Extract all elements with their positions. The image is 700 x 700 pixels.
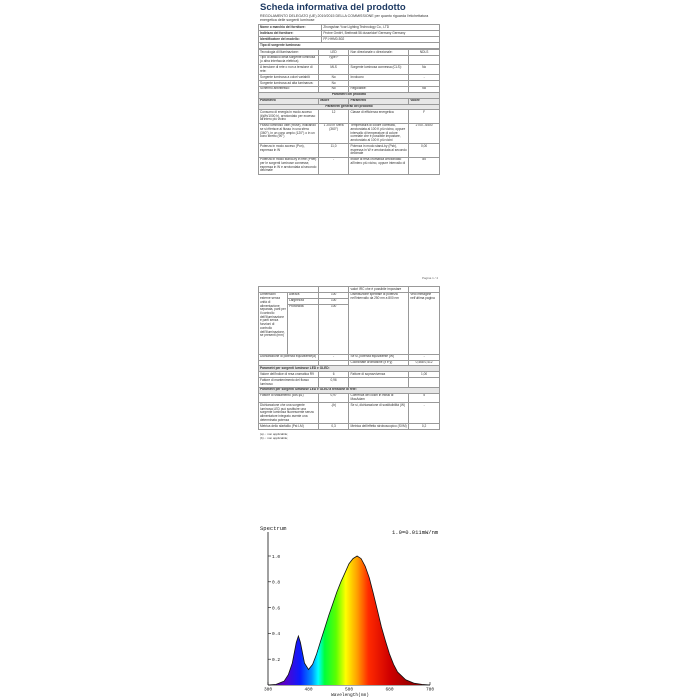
spectral-value: Vedi immagine nell'ultima pagina xyxy=(409,292,440,354)
table-cell: Flusso luminoso utile (Φuse), indicando se si riferisce al flusso in una sfera (360°), in un cono ampio (120°) o in un cono stretto (90°) xyxy=(259,123,319,144)
table-cell: Potenza in modo acceso (Pon), espressa in W xyxy=(259,144,319,157)
document-page-2 xyxy=(258,286,440,500)
table-cell: MLS xyxy=(318,65,349,75)
table-cell xyxy=(409,55,440,65)
characteristics-table xyxy=(258,49,440,175)
table-cell: Potenza in modo stand-by in rete (Pnet) per le sorgenti luminose connesse, espressa in W e arrotondata al secondo decimale xyxy=(260,157,317,173)
table-cell: 5 xyxy=(409,393,440,403)
table-cell: 1 200 in Sfera (360°) xyxy=(318,123,349,144)
table-cell: valori IRC che è possibile impostare xyxy=(349,287,409,293)
table-row xyxy=(259,157,440,174)
table-cell xyxy=(349,378,409,388)
dimensions-row xyxy=(259,292,440,298)
table-cell: 11,0 xyxy=(318,144,349,157)
table-cell: Fattore di sopravvivenza xyxy=(349,372,409,378)
x-tick-label: 680 xyxy=(385,687,394,693)
footnote-b: (b) -: non applicabile; xyxy=(260,435,289,440)
table-cell: Type F xyxy=(318,55,349,65)
table-cell: 0,2 xyxy=(409,424,440,430)
table-row xyxy=(259,144,440,157)
col-param-1: Parametro xyxy=(259,98,319,104)
table-cell: Se sì, dichiarazione di sostituibilità (W) xyxy=(349,403,409,424)
spectral-label: Distribuzione spettrale di potenza nell'intervallo da 250 nm a 800 nm xyxy=(349,292,409,354)
dim-depth-value: 100 xyxy=(318,304,349,354)
col-value-1: Valore xyxy=(318,98,349,104)
table-cell: Se sì, potenza equivalente (W) xyxy=(349,354,409,360)
table-cell: NDLS xyxy=(409,49,440,55)
y-tick-label: 1.0 xyxy=(272,554,281,560)
table-cell: 0,97 xyxy=(318,393,349,403)
table-row xyxy=(259,110,440,123)
table-row xyxy=(259,403,440,424)
table-cell: 6 xyxy=(318,372,349,378)
table-row xyxy=(259,65,440,75)
table-cell: 12 xyxy=(318,110,349,123)
table-cell: 0,00 xyxy=(409,144,440,157)
table-row xyxy=(259,55,440,65)
chart-annotation: 1.0=0.011mW/nm xyxy=(392,529,439,536)
table-cell: Schermo antiriflesso: xyxy=(259,86,319,92)
source-type-label: Tipo di sorgente luminosa: xyxy=(259,43,440,49)
address-value: Protne GmbH, Breitmatt 56 dusseldorf Germany Germany xyxy=(322,31,440,37)
table-cell: - xyxy=(409,403,440,424)
table-cell: 0,3 xyxy=(318,424,349,430)
model-label: Identificatore del modello: xyxy=(259,37,322,43)
y-tick-label: 0.2 xyxy=(272,658,281,663)
x-tick-label: 480 xyxy=(304,687,313,693)
table-cell: Metrica dell'effetto stroboscopico (SVM) xyxy=(349,424,409,430)
page-title: Scheda informativa del prodotto xyxy=(260,2,406,13)
table-cell: - xyxy=(409,75,440,81)
supplier-value: Zhongshan Ycar Lighting Technology Co., LTD xyxy=(322,25,440,31)
table-cell: Temperatura di colore correlata, arrotondata al 100 K più vicino, oppure intervallo di temperature di colore correlate che è possibile impostare, arrotondato al 100 K più vicini xyxy=(349,123,409,144)
dim-depth-label: Profondità xyxy=(287,304,318,354)
table-cell: - xyxy=(318,157,349,174)
table-cell: Tipo di attacco della sorgente luminosa (o altra interfaccia elettrica) xyxy=(259,55,319,65)
table-cell: 0,468 0,412 xyxy=(409,360,440,366)
dim-height-value: 100 xyxy=(318,292,349,298)
table-cell: Coerenza dei colori in ellissi di MacAdam xyxy=(349,393,409,403)
table-cell: 85 xyxy=(409,157,440,174)
supplier-label: Nome o marchio del fornitore: xyxy=(259,25,322,31)
document-page-1 xyxy=(258,0,440,282)
table-cell: Dichiarazione che una sorgente luminosa LED può sostituire una sorgente luminosa fluorescente senza alimentatore integrato avente una determinata potenza xyxy=(259,403,319,424)
regulation-intro: REGOLAMENTO DELEGATO (UE) 2019/2015 DELLA COMMISSIONE per quanto riguarda l'etichettatura energetica delle sorgenti luminose xyxy=(260,14,429,23)
general-header: Parametri generali del prodotto xyxy=(259,104,440,110)
table-cell: Tecnologia di illuminazione: xyxy=(259,49,319,55)
dim-width-value: 100 xyxy=(318,298,349,304)
spectrum-chart xyxy=(258,522,440,697)
table-cell xyxy=(409,378,440,388)
y-tick-label: 0.8 xyxy=(272,580,281,586)
params-header: Parametri del prodotto xyxy=(259,92,440,98)
table-cell: - xyxy=(318,354,349,360)
table-cell: No xyxy=(318,86,349,92)
table-cell: - xyxy=(409,354,440,360)
page-number: Pagina 1 / 4 xyxy=(421,276,438,280)
table-cell xyxy=(349,55,409,65)
table-cell: A tensione di rete o non a tensione di rete: xyxy=(259,65,319,75)
table-cell: No xyxy=(318,75,349,81)
y-tick-label: 0.4 xyxy=(272,632,281,638)
table-cell: Consumo di energia in modo acceso (kWh/1000 h), arrotondato per eccesso all'intero più vicino xyxy=(259,110,319,123)
table-cell: Valore dell'indice di resa cromatica R9 xyxy=(259,372,319,378)
table-cell: Non direzionale o direzionale: xyxy=(349,49,409,55)
table-cell: Involucro: xyxy=(349,75,409,81)
dim-width-label: Larghezza xyxy=(287,298,318,304)
params-table-continued xyxy=(258,286,440,430)
dim-height-label: Altezza xyxy=(287,292,318,298)
table-cell: Metrica dello sfarfallio (Pst LM) xyxy=(259,424,319,430)
x-tick-label: 380 xyxy=(263,687,273,693)
x-tick-label: 580 xyxy=(344,687,354,693)
address-label: Indirizzo del fornitore: xyxy=(259,31,322,37)
table-cell: 0,96 xyxy=(318,378,349,388)
table-cell: F xyxy=(409,110,440,123)
dimensions-label: Dimensioni esterne senza unità di alimentazione separata, parti per il controllo dell'illuminazione e parti senza funzioni di controllo dell'illuminazione, se presenti (mm) xyxy=(259,292,288,354)
table-cell: Sorgente luminosa connessa (CLS): xyxy=(349,65,409,75)
footnotes xyxy=(260,433,440,441)
table-cell: Sorgente luminosa ad alta luminanza: xyxy=(259,80,319,86)
table-row xyxy=(259,424,440,430)
chart-title: Spectrum xyxy=(260,525,287,532)
table-row xyxy=(259,393,440,403)
mains-header: Parametri per sorgenti luminose LED e OLED a tensione di rete: xyxy=(259,387,440,393)
footnote-a: (a) -: non applicabile; xyxy=(260,431,289,436)
y-tick-label: 0.6 xyxy=(272,606,281,612)
table-cell: Classe di efficienza energetica xyxy=(349,110,409,123)
spectrum-area xyxy=(268,556,430,685)
table-row xyxy=(259,378,440,388)
table-cell: Dichiarazione di potenza equivalente(a) xyxy=(259,354,319,360)
table-cell: Regolabile: xyxy=(349,86,409,92)
table-cell: Fattore di mantenimento del flusso luminoso xyxy=(259,378,319,388)
table-cell: No xyxy=(318,80,349,86)
table-cell: Potenza in modo stand-by (Psb), espressa in W e arrotondata al secondo decimale xyxy=(350,143,407,156)
table-cell: Sorgente luminosa a colori variabili: xyxy=(259,75,319,81)
supplier-table xyxy=(258,24,440,49)
table-cell: 1,00 xyxy=(409,372,440,378)
model-value: FP-HHM0-B02 xyxy=(322,37,440,43)
table-cell: -(b) xyxy=(318,403,349,424)
table-cell: Coordinate cromatiche (x e y) xyxy=(349,360,409,366)
led-header: Parametri per sorgenti luminose LED e OLED: xyxy=(259,366,440,372)
x-tick-label: 780 xyxy=(425,687,435,693)
table-cell: Fattore di sfasamento (cos φ1) xyxy=(259,393,319,403)
col-param-2: Parametro xyxy=(349,98,409,104)
source-type-row xyxy=(259,43,440,49)
table-cell: 2700...6500 xyxy=(409,123,440,144)
x-axis-label: Wavelength(nm) xyxy=(331,693,369,697)
table-cell: No xyxy=(409,86,440,92)
col-value-2: Valore xyxy=(409,98,440,104)
table-row xyxy=(259,123,440,144)
table-cell: No xyxy=(409,65,440,75)
table-cell: Indice di resa cromatica arrotondato all'intero più vicino, oppure intervallo di xyxy=(349,157,409,174)
table-cell: LED xyxy=(318,49,349,55)
